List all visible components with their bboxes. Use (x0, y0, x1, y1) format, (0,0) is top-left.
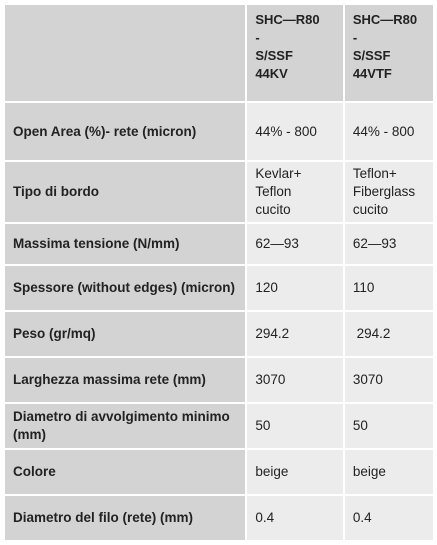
column-header-44vtf: SHC—R80 - S/SSF 44VTF (345, 5, 433, 101)
row-label-diametro-avvolgimento: Diametro di avvolgimento minimo (mm) (5, 404, 245, 448)
value-cell: Kevlar+ Teflon cucito (247, 162, 343, 222)
value-cell: 294.2 (345, 312, 433, 356)
table-row (5, 103, 433, 160)
value-cell: 3070 (345, 358, 433, 402)
value-cell: 44% - 800 (345, 103, 433, 160)
table-row (5, 496, 433, 540)
row-label-spessore: Spessore (without edges) (micron) (5, 266, 245, 310)
table-row (5, 450, 433, 494)
table-row (5, 162, 433, 222)
spec-table (3, 3, 435, 542)
value-cell: Teflon+ Fiberglass cucito (345, 162, 433, 222)
row-label-massima-tensione: Massima tensione (N/mm) (5, 224, 245, 264)
value-cell: 0.4 (345, 496, 433, 540)
row-label-colore: Colore (5, 450, 245, 494)
value-cell: 294.2 (247, 312, 343, 356)
value-cell: 62—93 (345, 224, 433, 264)
value-cell: 110 (345, 266, 433, 310)
row-label-diametro-filo: Diametro del filo (rete) (mm) (5, 496, 245, 540)
value-cell: 50 (247, 404, 343, 448)
table-row (5, 312, 433, 356)
table-row (5, 358, 433, 402)
table-row (5, 266, 433, 310)
row-label-peso: Peso (gr/mq) (5, 312, 245, 356)
value-cell: 44% - 800 (247, 103, 343, 160)
row-label-open-area: Open Area (%)- rete (micron) (5, 103, 245, 160)
row-label-tipo-di-bordo: Tipo di bordo (5, 162, 245, 222)
value-cell: beige (247, 450, 343, 494)
value-cell: 0.4 (247, 496, 343, 540)
table-row (5, 224, 433, 264)
value-cell: 3070 (247, 358, 343, 402)
column-header-44kv: SHC—R80 - S/SSF 44KV (247, 5, 343, 101)
table-row (5, 404, 433, 448)
value-cell: 120 (247, 266, 343, 310)
row-label-larghezza: Larghezza massima rete (mm) (5, 358, 245, 402)
value-cell: beige (345, 450, 433, 494)
header-row (5, 5, 433, 101)
value-cell: 50 (345, 404, 433, 448)
header-blank-cell (5, 5, 245, 101)
value-cell: 62—93 (247, 224, 343, 264)
